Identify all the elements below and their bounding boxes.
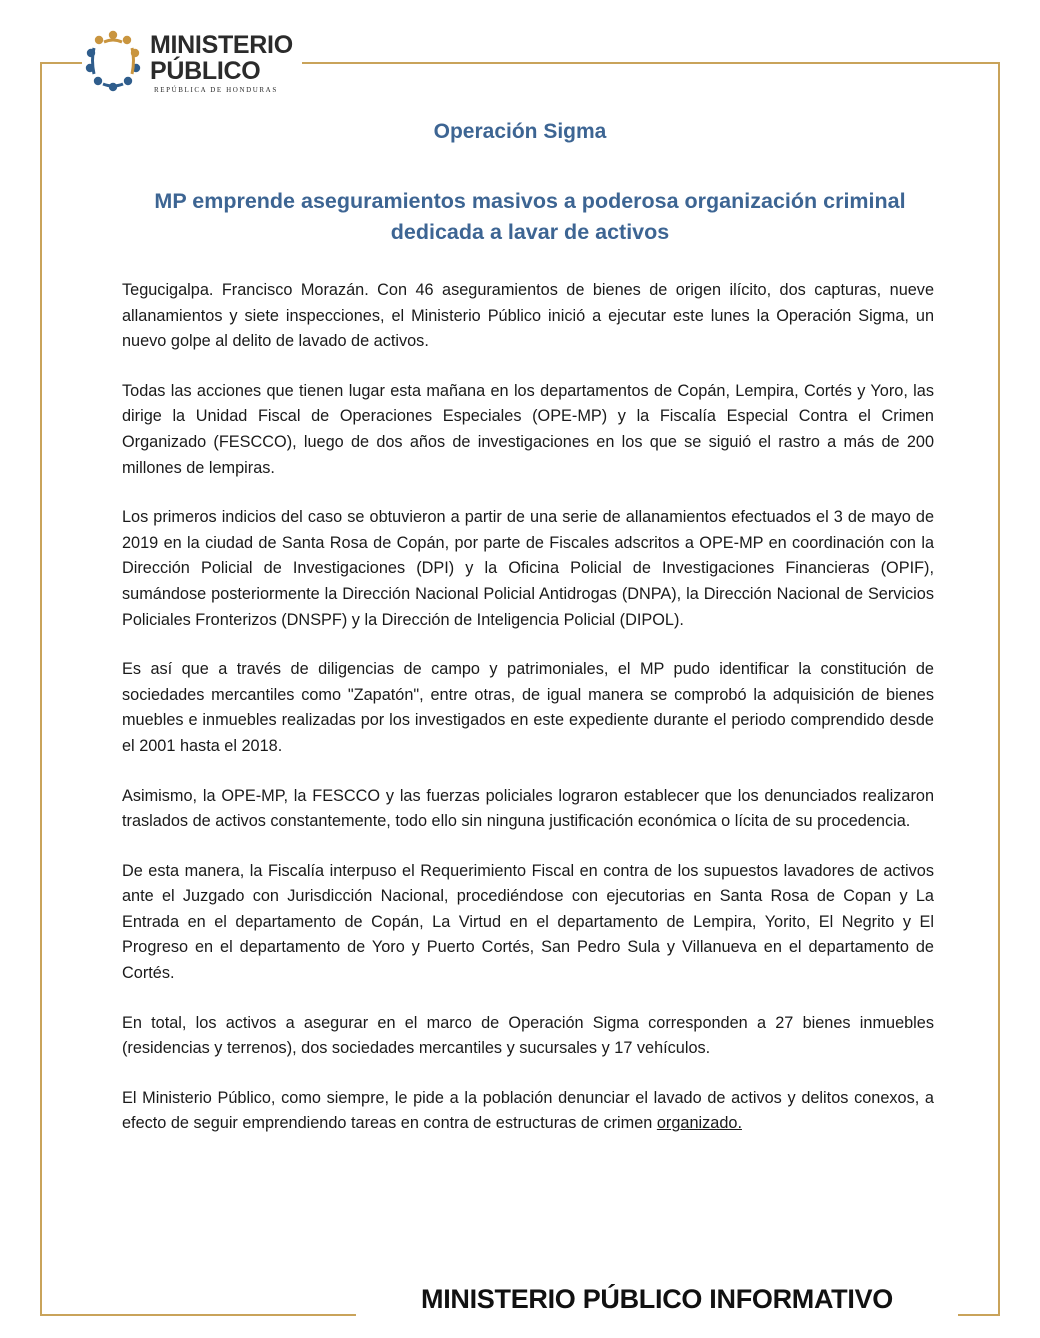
logo-line-2: PÚBLICO [150, 57, 261, 85]
paragraph-1: Tegucigalpa. Francisco Morazán. Con 46 aseguramientos de bienes de origen ilícito, dos capturas, nueve allanamientos y siete inspecciones, el Ministerio Público inició a ejecutar este lunes la Operación Sigma, un nuevo golpe al delito de lavado de activos. [122, 281, 934, 351]
logo-wordmark [150, 32, 293, 84]
closing-text: El Ministerio Público, como siempre, le pide a la población denunciar el lavado de activos y delitos conexos, a efecto de seguir emprendiendo tareas en contra de estructuras de crimen [122, 1088, 934, 1133]
logo-subtitle: REPÚBLICA DE HONDURAS [154, 86, 278, 94]
frame-left-border [40, 62, 42, 1316]
paragraph-3: Los primeros indicios del caso se obtuvieron a partir de una serie de allanamientos efectuados el 3 de mayo de 2019 en la ciudad de Santa Rosa de Copán, por parte de Fiscales adscritos a OPE-MP en coordinación con la Dirección Policial de Investigaciones (DPI) y la Oficina Policial de Investigaciones Financieras (OPIF), sumándose posteriormente la Dirección Nacional Policial Antidrogas (DNPA), la Dirección Nacional de Servicios Policiales Fronterizos (DNSPF) y la Dirección de Inteligencia Policial (DIPOL). [122, 508, 934, 629]
paragraph-closing [122, 1086, 934, 1137]
paragraph-5: Asimismo, la OPE-MP, la FESCCO y las fuerzas policiales lograron establecer que los denunciados realizaron traslados de activos constantemente, todo ello sin ninguna justificación económica o lícita de su procedencia. [122, 786, 934, 831]
frame-bottom-border-left [40, 1314, 356, 1316]
closing-underlined-word: organizado. [656, 1114, 742, 1133]
people-circle-emblem-icon [82, 28, 144, 94]
paragraph-2: Todas las acciones que tienen lugar esta mañana en los departamentos de Copán, Lempira, Cortés y Yoro, las dirige la Unidad Fiscal de Operaciones Especiales (OPE-MP) y la Fiscalía Especial Contra el Crimen Organizado (FESCCO), luego de dos años de investigaciones en los que se siguió el rastro a más de 200 millones de lempiras. [122, 381, 934, 477]
paragraph-6: De esta manera, la Fiscalía interpuso el Requerimiento Fiscal en contra de los supuestos lavadores de activos ante el Juzgado con Jurisdicción Nacional, procediéndose con ejecutorias en Santa Rosa de Copan y La Entrada en el departamento de Copán, La Virtud en el departamento de Lempira, Yorito, El Negrito y El Progreso en el departamento de Yoro y Puerto Cortés, San Pedro Sula y Villanueva en el departamento de Cortés. [122, 861, 934, 983]
logo-line-1: MINISTERIO [150, 31, 293, 59]
paragraph-4: Es así que a través de diligencias de campo y patrimoniales, el MP pudo identificar la constitución de sociedades mercantiles como "Zapatón", entre otras, de igual manera se comprobó la adquisición de bienes muebles e inmuebles realizadas por los investigados en este expediente durante el periodo comprendido desde el 2001 hasta el 2018. [122, 660, 934, 755]
footer-banner: MINISTERIO PÚBLICO INFORMATIVO [356, 1284, 958, 1315]
ministerio-publico-logo [82, 24, 302, 104]
article-body [122, 278, 934, 1161]
frame-bottom-border-right [958, 1314, 1000, 1316]
paragraph-7: En total, los activos a asegurar en el marco de Operación Sigma corresponden a 27 bienes inmuebles (residencias y terrenos), dos sociedades mercantiles y sucursales y 17 vehículos. [122, 1013, 934, 1058]
operation-title: Operación Sigma [433, 120, 607, 143]
frame-right-border [998, 62, 1000, 1316]
headline: MP emprende aseguramientos masivos a poderosa organización criminal dedicada a lavar de activos [154, 189, 906, 244]
